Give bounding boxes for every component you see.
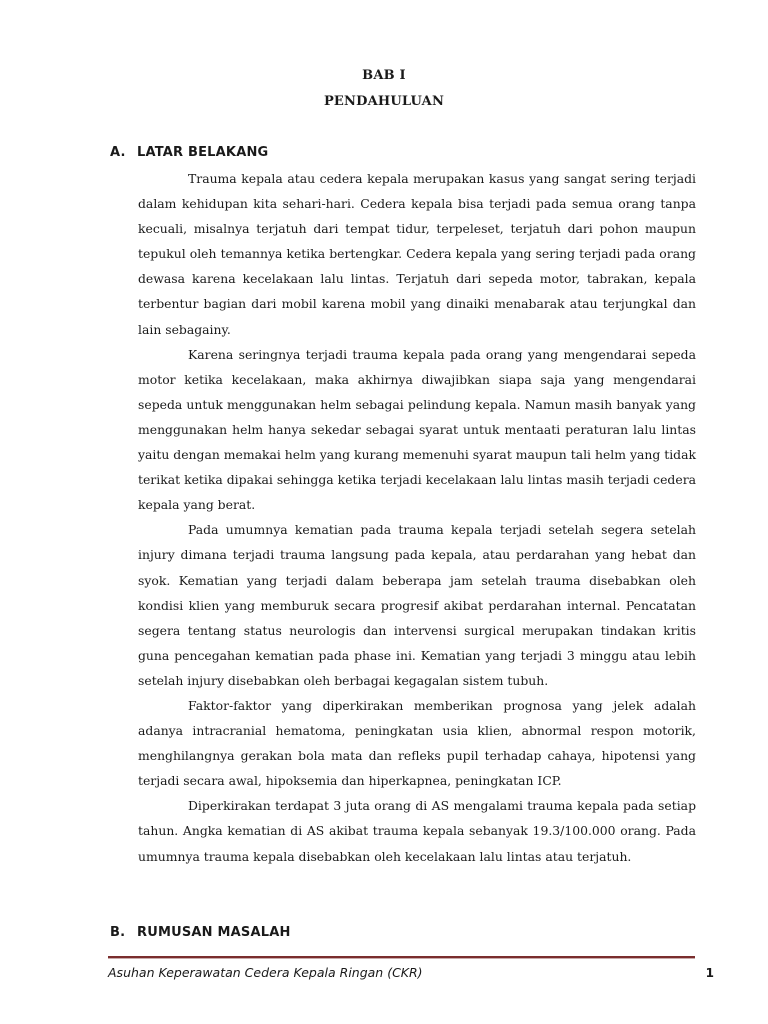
section-title: LATAR BELAKANG: [137, 145, 269, 160]
footer-title: Asuhan Keperawatan Cedera Kepala Ringan (CKR): [108, 965, 423, 980]
paragraph: Pada umumnya kematian pada trauma kepala terjadi setelah segera setelah injury dimana terjadi trauma langsung pada kepala, atau perdarahan yang hebat dan syok. Kematian yang terjadi dalam beberapa jam setelah trauma disebabkan oleh kondisi klien yang memburuk secara progresif akibat perdarahan internal. Pencatatan segera tentang status neurologis dan intervensi surgical merupakan tindakan kritis guna pencegahan kematian pada phase ini. Kematian yang terjadi 3 minggu atau lebih setelah injury disebabkan oleh berbagai kegagalan sistem tubuh.: [138, 522, 696, 688]
paragraph: Diperkirakan terdapat 3 juta orang di AS mengalami trauma kepala pada setiap tahun. Angka kematian di AS akibat trauma kepala sebanyak 19.3/100.000 orang. Pada umumnya trauma kepala disebabkan oleh kecelakaan lalu lintas atau terjatuh.: [138, 798, 696, 864]
paragraph: Faktor-faktor yang diperkirakan memberikan prognosa yang jelek adalah adanya intracranial hematoma, peningkatan usia klien, abnormal respon motorik, menghilangnya gerakan bola mata dan refleks pupil terhadap cahaya, hipotensi yang terjadi secara awal, hipoksemia dan hiperkapnea, peningkatan ICP.: [138, 697, 696, 789]
section-letter: A.: [110, 145, 126, 160]
chapter-title: PENDAHULUAN: [323, 94, 445, 109]
section-letter: B.: [110, 925, 126, 940]
paragraph: Trauma kepala atau cedera kepala merupakan kasus yang sangat sering terjadi dalam kehidupan kita sehari-hari. Cedera kepala bisa terjadi pada semua orang tanpa kecuali, misalnya terjatuh dari tempat tidur, terpeleset, terjatuh dari pohon maupun tepukul oleh temannya ketika bertengkar. Cedera kepala yang sering terjadi pada orang dewasa karena kecelakaan lalu lintas. Terjatuh dari sepeda motor, tabrakan, kepala terbentur bagian dari mobil karena mobil yang dinaiki menabarak atau terjungkal dan lain sebagainy.: [138, 171, 696, 337]
section-title: RUMUSAN MASALAH: [137, 925, 291, 940]
page-number: 1: [705, 966, 714, 980]
paragraph: Karena seringnya terjadi trauma kepala pada orang yang mengendarai sepeda motor ketika kecelakaan, maka akhirnya diwajibkan siapa saja yang mengendarai sepeda untuk menggunakan helm sebagai pelindung kepala. Namun masih banyak yang menggunakan helm hanya sekedar sebagai syarat untuk mentaati peraturan lalu lintas yaitu dengan memakai helm yang kurang memenuhi syarat maupun tali helm yang tidak terikat ketika dipakai sehingga ketika terjadi kecelakaan lalu lintas masih terjadi cedera kepala yang berat.: [138, 346, 696, 513]
section-heading-rumusan-masalah: [110, 925, 291, 940]
footer-divider: [108, 956, 695, 959]
chapter-number: BAB I: [362, 68, 406, 83]
section-heading-latar-belakang: [110, 145, 268, 160]
section-body: [138, 166, 696, 869]
